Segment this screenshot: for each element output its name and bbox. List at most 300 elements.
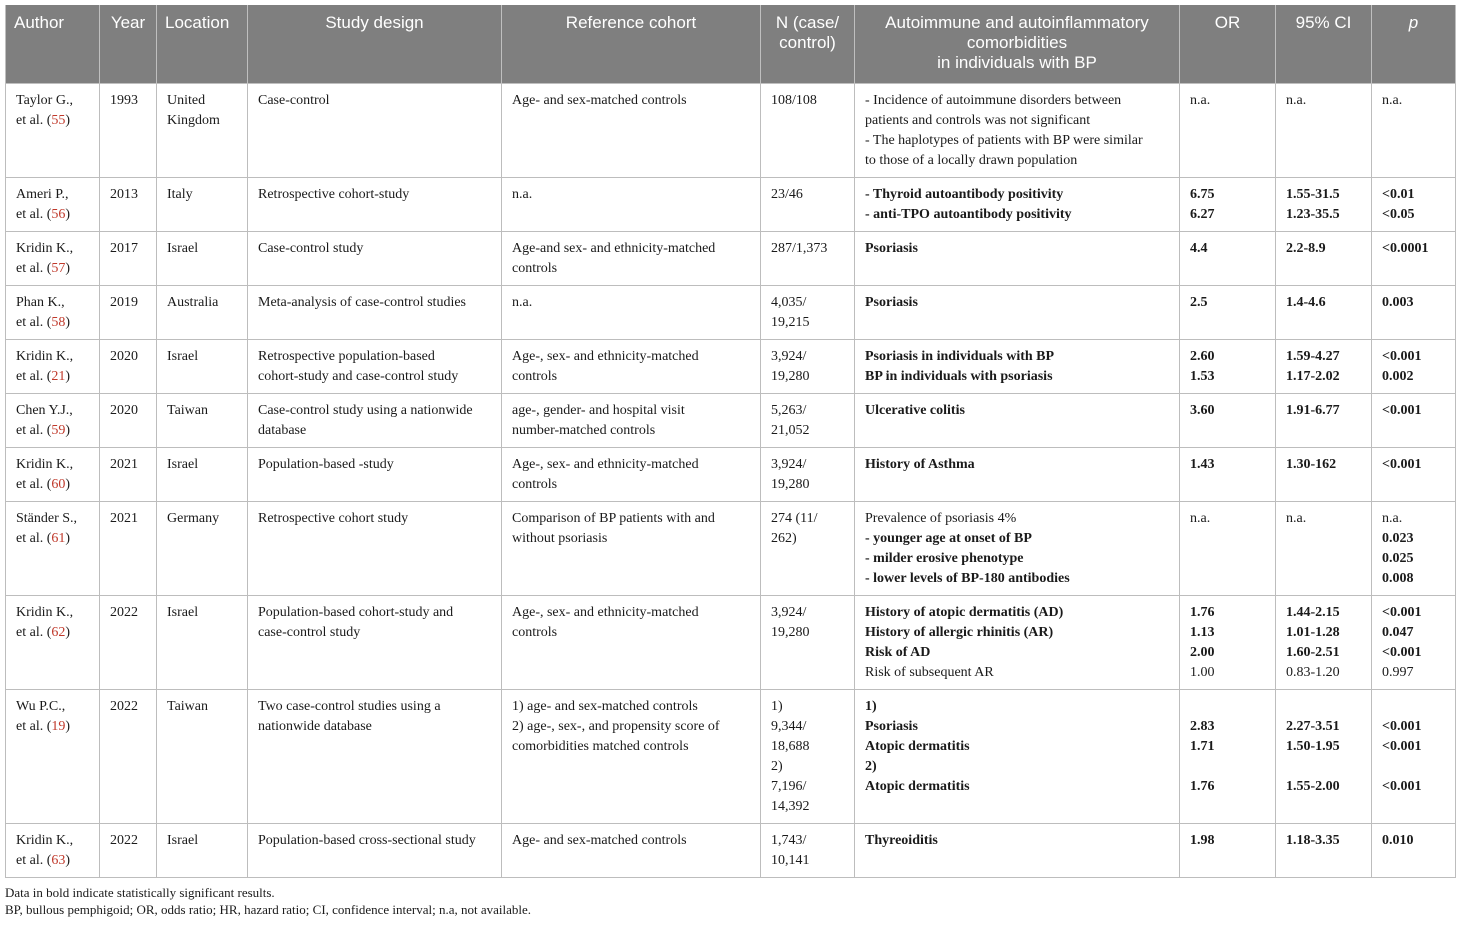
location-line: Taiwan <box>167 698 209 714</box>
or-value <box>1190 757 1265 777</box>
cell-year: 2021 <box>100 447 157 501</box>
or-value: 1.53 <box>1190 368 1215 384</box>
author-name: Ameri P., <box>16 186 69 202</box>
comorbidity-line: Ulcerative colitis <box>865 402 965 418</box>
reference-close: ) <box>65 852 71 868</box>
cell-ci <box>1276 231 1372 285</box>
comorbidity-line: - Thyroid autoantibody positivity <box>865 186 1064 202</box>
reference-close: ) <box>65 206 71 222</box>
reference-line: Comparison of BP patients with and <box>512 510 715 526</box>
ci-value <box>1286 757 1361 777</box>
or-value: 1.43 <box>1190 456 1215 472</box>
cell-study-design <box>248 339 502 393</box>
or-value: n.a. <box>1190 510 1211 526</box>
p-value: <0.01 <box>1382 186 1415 202</box>
cell-author <box>6 823 100 877</box>
n-line: 10,141 <box>771 852 810 868</box>
design-line: case-control study <box>258 624 361 640</box>
cell-year: 2013 <box>100 177 157 231</box>
design-line: nationwide database <box>258 718 372 734</box>
location-line: Israel <box>167 604 199 620</box>
cell-author <box>6 689 100 823</box>
author-etal <box>16 475 89 495</box>
reference-line: number-matched controls <box>512 422 656 438</box>
n-line: 262) <box>771 530 797 546</box>
comorbidity-line: BP in individuals with psoriasis <box>865 368 1053 384</box>
reference-line: n.a. <box>512 294 533 310</box>
comorbidity-line: - Incidence of autoimmune disorders between <box>865 92 1122 108</box>
cell-p <box>1372 83 1456 177</box>
cell-location <box>157 285 248 339</box>
reference-number: 60 <box>51 476 66 492</box>
design-line: cohort-study and case-control study <box>258 368 459 384</box>
reference-close: ) <box>65 624 71 640</box>
reference-close: ) <box>65 368 71 384</box>
author-name: Kridin K., <box>16 456 74 472</box>
comorbidity-line: - lower levels of BP-180 antibodies <box>865 570 1070 586</box>
author-etal-text: et al. ( <box>16 718 52 734</box>
cell-ci <box>1276 339 1372 393</box>
comorbidity-line: patients and controls was not significant <box>865 112 1091 128</box>
design-line: Meta-analysis of case-control studies <box>258 294 466 310</box>
header-comorbidities-line: comorbidities <box>966 33 1068 52</box>
ci-value: 2.27-3.51 <box>1286 718 1340 734</box>
n-line: 21,052 <box>771 422 810 438</box>
cell-p <box>1372 823 1456 877</box>
p-value: <0.0001 <box>1382 240 1429 256</box>
author-name: Kridin K., <box>16 240 74 256</box>
author-etal <box>16 421 89 441</box>
reference-line: Age- and sex-matched controls <box>512 92 687 108</box>
table-row <box>6 231 1456 285</box>
reference-line: controls <box>512 260 558 276</box>
cell-location <box>157 447 248 501</box>
design-line: Population-based cohort-study and <box>258 604 454 620</box>
n-line: 19,215 <box>771 314 810 330</box>
cell-n <box>761 393 855 447</box>
cell-year: 2017 <box>100 231 157 285</box>
cell-reference-cohort <box>502 447 761 501</box>
cell-reference-cohort <box>502 339 761 393</box>
cell-reference-cohort <box>502 595 761 689</box>
author-etal-text: et al. ( <box>16 260 52 276</box>
author-etal <box>16 313 89 333</box>
n-line: 14,392 <box>771 798 810 814</box>
or-value: 1.13 <box>1190 624 1215 640</box>
design-line: Retrospective cohort-study <box>258 186 410 202</box>
header-comorbidities <box>855 5 1180 83</box>
cell-ci <box>1276 689 1372 823</box>
cell-location <box>157 689 248 823</box>
reference-line: controls <box>512 368 558 384</box>
ci-value: 1.55-2.00 <box>1286 778 1340 794</box>
cell-comorbidities <box>855 177 1180 231</box>
ci-value: 2.2-8.9 <box>1286 240 1326 256</box>
or-value: 1.71 <box>1190 738 1215 754</box>
n-line: 274 (11/ <box>771 510 818 526</box>
cell-or <box>1180 231 1276 285</box>
ci-value: 1.4-4.6 <box>1286 294 1326 310</box>
reference-close: ) <box>65 530 71 546</box>
cell-author <box>6 339 100 393</box>
cell-year: 2022 <box>100 595 157 689</box>
n-line: 7,196/ <box>771 778 807 794</box>
location-line: Australia <box>167 294 219 310</box>
table-row <box>6 285 1456 339</box>
p-value: 0.023 <box>1382 530 1414 546</box>
cell-location <box>157 339 248 393</box>
location-line: Israel <box>167 832 199 848</box>
reference-number: 58 <box>51 314 66 330</box>
author-etal <box>16 623 89 643</box>
design-line: Retrospective cohort study <box>258 510 409 526</box>
design-line: Case-control study <box>258 240 364 256</box>
cell-study-design <box>248 83 502 177</box>
n-line: 3,924/ <box>771 456 807 472</box>
author-name: Phan K., <box>16 294 65 310</box>
ci-value: 1.17-2.02 <box>1286 368 1340 384</box>
table-row <box>6 83 1456 177</box>
cell-study-design <box>248 501 502 595</box>
reference-number: 19 <box>51 718 66 734</box>
cell-location <box>157 393 248 447</box>
author-name: Ständer S., <box>16 510 78 526</box>
p-value <box>1382 757 1445 777</box>
cell-comorbidities <box>855 393 1180 447</box>
cell-year: 1993 <box>100 83 157 177</box>
table-row <box>6 339 1456 393</box>
header-p: p <box>1372 5 1456 83</box>
design-line: Two case-control studies using a <box>258 698 441 714</box>
cell-comorbidities <box>855 83 1180 177</box>
n-line: 1) <box>771 698 783 714</box>
cell-location <box>157 83 248 177</box>
p-value: 0.025 <box>1382 550 1414 566</box>
cell-ci <box>1276 83 1372 177</box>
cell-study-design <box>248 595 502 689</box>
n-line: 19,280 <box>771 368 810 384</box>
n-line: 2) <box>771 758 783 774</box>
n-line: 3,924/ <box>771 348 807 364</box>
reference-close: ) <box>65 476 71 492</box>
or-value: 6.75 <box>1190 186 1215 202</box>
author-etal-text: et al. ( <box>16 206 52 222</box>
p-value: n.a. <box>1382 510 1403 526</box>
location-line: Israel <box>167 456 199 472</box>
cell-n <box>761 501 855 595</box>
cell-study-design <box>248 689 502 823</box>
cell-p <box>1372 595 1456 689</box>
table-body <box>6 83 1456 877</box>
reference-line: n.a. <box>512 186 533 202</box>
comorbidity-line: Psoriasis in individuals with BP <box>865 348 1055 364</box>
cell-author <box>6 285 100 339</box>
cell-comorbidities <box>855 447 1180 501</box>
cell-ci <box>1276 447 1372 501</box>
p-value: <0.001 <box>1382 738 1422 754</box>
header-comorbidities-line: Autoimmune and autoinflammatory <box>885 13 1149 32</box>
n-line: 9,344/ <box>771 718 807 734</box>
comorbidity-line: Thyreoiditis <box>865 832 938 848</box>
cell-study-design <box>248 447 502 501</box>
comorbidity-table <box>5 5 1456 878</box>
header-or: OR <box>1180 5 1276 83</box>
reference-line: controls <box>512 624 558 640</box>
cell-or <box>1180 285 1276 339</box>
p-value: <0.001 <box>1382 718 1422 734</box>
p-value: <0.001 <box>1382 348 1422 364</box>
or-value: 4.4 <box>1190 240 1208 256</box>
cell-p <box>1372 393 1456 447</box>
comorbidity-line: to those of a locally drawn population <box>865 152 1078 168</box>
cell-p <box>1372 177 1456 231</box>
or-value: 3.60 <box>1190 402 1215 418</box>
author-name: Taylor G., <box>16 92 73 108</box>
author-etal-text: et al. ( <box>16 530 52 546</box>
ci-value <box>1286 697 1361 717</box>
ci-value: 1.44-2.15 <box>1286 604 1340 620</box>
reference-number: 21 <box>51 368 66 384</box>
design-line: Population-based -study <box>258 456 394 472</box>
ci-value: 1.18-3.35 <box>1286 832 1340 848</box>
cell-n <box>761 595 855 689</box>
comorbidity-line: Psoriasis <box>865 718 918 734</box>
p-value: <0.001 <box>1382 778 1422 794</box>
comorbidity-line: 2) <box>865 758 877 774</box>
header-comorbidities-line: in individuals with BP <box>937 53 1097 72</box>
design-line: Case-control <box>258 92 330 108</box>
cell-comorbidities <box>855 689 1180 823</box>
p-value: 0.003 <box>1382 294 1414 310</box>
author-etal-text: et al. ( <box>16 314 52 330</box>
cell-comorbidities <box>855 595 1180 689</box>
reference-line: Age-, sex- and ethnicity-matched <box>512 348 699 364</box>
n-line: 287/1,373 <box>771 240 828 256</box>
or-value: 1.00 <box>1190 664 1215 680</box>
cell-or <box>1180 393 1276 447</box>
cell-reference-cohort <box>502 231 761 285</box>
table-row <box>6 177 1456 231</box>
reference-number: 56 <box>51 206 66 222</box>
n-line: 19,280 <box>771 476 810 492</box>
author-etal-text: et al. ( <box>16 852 52 868</box>
cell-ci <box>1276 393 1372 447</box>
reference-close: ) <box>65 314 71 330</box>
header-row <box>6 5 1456 83</box>
p-value: <0.001 <box>1382 402 1422 418</box>
header-year: Year <box>100 5 157 83</box>
p-value: <0.001 <box>1382 456 1422 472</box>
or-value: 1.76 <box>1190 604 1215 620</box>
cell-n <box>761 285 855 339</box>
cell-n <box>761 689 855 823</box>
reference-line: without psoriasis <box>512 530 608 546</box>
cell-year: 2020 <box>100 339 157 393</box>
n-line: 19,280 <box>771 624 810 640</box>
comorbidity-line: - milder erosive phenotype <box>865 550 1024 566</box>
author-etal <box>16 111 89 131</box>
author-etal-text: et al. ( <box>16 624 52 640</box>
reference-number: 61 <box>51 530 66 546</box>
p-value: <0.05 <box>1382 206 1415 222</box>
comorbidity-line: - The haplotypes of patients with BP were similar <box>865 132 1143 148</box>
cell-location <box>157 231 248 285</box>
cell-n <box>761 447 855 501</box>
comorbidity-line: Atopic dermatitis <box>865 778 970 794</box>
cell-ci <box>1276 285 1372 339</box>
cell-author <box>6 83 100 177</box>
cell-location <box>157 595 248 689</box>
design-line: Case-control study using a nationwide <box>258 402 473 418</box>
location-line: Kingdom <box>167 112 220 128</box>
cell-year: 2020 <box>100 393 157 447</box>
ci-value: 1.59-4.27 <box>1286 348 1340 364</box>
cell-study-design <box>248 285 502 339</box>
table-row <box>6 393 1456 447</box>
table-row <box>6 595 1456 689</box>
ci-value: 1.55-31.5 <box>1286 186 1340 202</box>
header-location: Location <box>157 5 248 83</box>
p-value: 0.010 <box>1382 832 1414 848</box>
ci-value: n.a. <box>1286 510 1307 526</box>
author-etal <box>16 205 89 225</box>
reference-line: Age- and sex-matched controls <box>512 832 687 848</box>
reference-line: Age-, sex- and ethnicity-matched <box>512 456 699 472</box>
reference-line: 2) age-, sex-, and propensity score of <box>512 718 720 734</box>
reference-line: 1) age- and sex-matched controls <box>512 698 698 714</box>
cell-comorbidities <box>855 285 1180 339</box>
table-footnotes <box>5 884 531 918</box>
ci-value: 1.23-35.5 <box>1286 206 1340 222</box>
reference-number: 55 <box>51 112 66 128</box>
comorbidity-line: Atopic dermatitis <box>865 738 970 754</box>
author-name: Kridin K., <box>16 604 74 620</box>
p-value: <0.001 <box>1382 604 1422 620</box>
ci-value: 1.50-1.95 <box>1286 738 1340 754</box>
cell-year: 2022 <box>100 823 157 877</box>
cell-author <box>6 447 100 501</box>
footnote: BP, bullous pemphigoid; OR, odds ratio; HR, hazard ratio; CI, confidence interval; n.a, not available. <box>5 902 532 917</box>
ci-value: 0.83-1.20 <box>1286 664 1340 680</box>
header-author: Author <box>6 5 100 83</box>
n-line: 23/46 <box>771 186 803 202</box>
n-line: 4,035/ <box>771 294 807 310</box>
author-etal-text: et al. ( <box>16 476 52 492</box>
reference-close: ) <box>65 260 71 276</box>
cell-author <box>6 501 100 595</box>
design-line: database <box>258 422 307 438</box>
n-line: 108/108 <box>771 92 817 108</box>
cell-study-design <box>248 177 502 231</box>
ci-value: n.a. <box>1286 92 1307 108</box>
or-value: 2.5 <box>1190 294 1208 310</box>
reference-close: ) <box>65 718 71 734</box>
cell-or <box>1180 177 1276 231</box>
location-line: Taiwan <box>167 402 209 418</box>
or-value: 1.76 <box>1190 778 1215 794</box>
table-row <box>6 689 1456 823</box>
cell-comorbidities <box>855 501 1180 595</box>
cell-n <box>761 231 855 285</box>
comorbidity-line: Risk of AD <box>865 644 931 660</box>
p-value: n.a. <box>1382 92 1403 108</box>
reference-line: controls <box>512 476 558 492</box>
or-value: n.a. <box>1190 92 1211 108</box>
cell-author <box>6 177 100 231</box>
author-name: Kridin K., <box>16 832 74 848</box>
comorbidity-line: History of Asthma <box>865 456 975 472</box>
cell-location <box>157 177 248 231</box>
p-value <box>1382 697 1445 717</box>
cell-p <box>1372 447 1456 501</box>
or-value: 2.60 <box>1190 348 1215 364</box>
or-value <box>1190 697 1265 717</box>
reference-number: 62 <box>51 624 66 640</box>
table-row <box>6 823 1456 877</box>
cell-p <box>1372 339 1456 393</box>
author-etal <box>16 259 89 279</box>
or-value: 1.98 <box>1190 832 1215 848</box>
p-value: 0.997 <box>1382 664 1414 680</box>
n-line: 3,924/ <box>771 604 807 620</box>
p-value: 0.047 <box>1382 624 1414 640</box>
n-line: 1,743/ <box>771 832 807 848</box>
n-line: 5,263/ <box>771 402 807 418</box>
cell-p <box>1372 285 1456 339</box>
p-value: <0.001 <box>1382 644 1422 660</box>
or-value: 2.83 <box>1190 718 1215 734</box>
reference-number: 59 <box>51 422 66 438</box>
comorbidity-line: - anti-TPO autoantibody positivity <box>865 206 1072 222</box>
reference-line: Age-and sex- and ethnicity-matched <box>512 240 716 256</box>
cell-n <box>761 823 855 877</box>
author-name: Chen Y.J., <box>16 402 73 418</box>
ci-value: 1.60-2.51 <box>1286 644 1340 660</box>
reference-number: 63 <box>51 852 66 868</box>
cell-ci <box>1276 595 1372 689</box>
cell-ci <box>1276 823 1372 877</box>
ci-value: 1.30-162 <box>1286 456 1337 472</box>
reference-line: Age-, sex- and ethnicity-matched <box>512 604 699 620</box>
comorbidity-line: History of allergic rhinitis (AR) <box>865 624 1054 640</box>
cell-reference-cohort <box>502 393 761 447</box>
cell-comorbidities <box>855 231 1180 285</box>
cell-location <box>157 501 248 595</box>
or-value: 2.00 <box>1190 644 1215 660</box>
cell-p <box>1372 231 1456 285</box>
cell-reference-cohort <box>502 285 761 339</box>
comorbidity-line: Risk of subsequent AR <box>865 664 994 680</box>
location-line: Israel <box>167 348 199 364</box>
cell-author <box>6 595 100 689</box>
cell-comorbidities <box>855 823 1180 877</box>
reference-close: ) <box>65 422 71 438</box>
author-etal <box>16 529 89 549</box>
cell-year: 2019 <box>100 285 157 339</box>
cell-location <box>157 823 248 877</box>
header-study-design: Study design <box>248 5 502 83</box>
cell-reference-cohort <box>502 177 761 231</box>
location-line: Germany <box>167 510 220 526</box>
cell-or <box>1180 501 1276 595</box>
table-row <box>6 501 1456 595</box>
cell-n <box>761 339 855 393</box>
cell-year: 2021 <box>100 501 157 595</box>
p-value: 0.008 <box>1382 570 1414 586</box>
cell-p <box>1372 689 1456 823</box>
author-name: Wu P.C., <box>16 698 66 714</box>
reference-line: comorbidities matched controls <box>512 738 689 754</box>
